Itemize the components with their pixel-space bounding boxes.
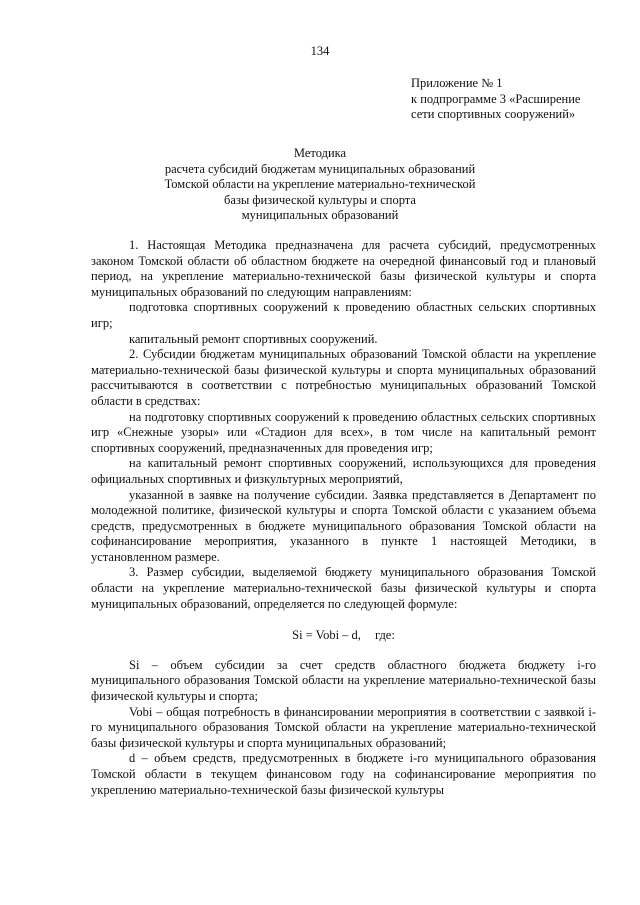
formula-suffix: где: xyxy=(374,628,395,643)
title-line-5: муниципальных образований xyxy=(241,208,399,223)
appendix-line-1: Приложение № 1 xyxy=(411,76,503,90)
paragraph-1: 1. Настоящая Методика предназначена для расчета субсидий, предусмотренных законом Томской области об областном бюджете на очередной финансовый год и плановый период, на укрепление материально-технической базы физической культуры и спорта муниципальных образований по следующим направлениям: xyxy=(91,238,596,299)
title-line-1: Методика xyxy=(293,146,347,160)
paragraph-7: указанной в заявке на получение субсидии. Заявка представляется в Департамент по молодежной политике, физической культуры и спорта Томской области с указанием объема средств, предусмотренных в бюджете муниципального образования Томской области на софинансирование мероприятия, указанного в пункте 1 настоящей Методики, в установленном размере. xyxy=(91,487,596,564)
document-title xyxy=(0,146,640,224)
title-line-2: расчета субсидий бюджетам муниципальных образований xyxy=(164,161,476,176)
paragraph-8: 3. Размер субсидии, выделяемой бюджету муниципального образования Томской области на укрепление материально-технической базы физической культуры и спорта муниципальных образований, определяется по следующей формуле: xyxy=(91,565,596,611)
appendix-header xyxy=(411,76,580,123)
appendix-line-3: сети спортивных сооружений» xyxy=(411,107,576,121)
document-body xyxy=(91,238,596,798)
formula xyxy=(91,628,596,644)
paragraph-4: 2. Субсидии бюджетам муниципальных образований Томской области на укрепление материально-технической базы физической культуры и спорта муниципальных образований рассчитываются в соответствии с потребностью муниципальных образований Томской области в средствах: xyxy=(91,347,596,408)
paragraph-9: Si – объем субсидии за счет средств областного бюджета бюджету i-го муниципального образования Томской области на укрепление материально-технической базы физической культуры и спорта; xyxy=(91,657,596,704)
paragraph-3: капитальный ремонт спортивных сооружений. xyxy=(129,331,378,346)
title-line-4: базы физической культуры и спорта xyxy=(224,192,416,207)
paragraph-11: d – объем средств, предусмотренных в бюджете i-го муниципального образования Томской области в текущем финансовом году на софинансирование мероприятия по укреплению материально-технической базы физической культуры xyxy=(91,751,596,797)
paragraph-5: на подготовку спортивных сооружений к проведению областных сельских спортивных игр «Снежные узоры» или «Стадион для всех», в том числе на капитальный ремонт спортивных сооружений, предназначенных для проведения игр; xyxy=(91,409,596,455)
formula-expression: Si = Vobi – d, xyxy=(292,628,361,643)
paragraph-2: подготовка спортивных сооружений к проведению областных сельских спортивных игр; xyxy=(91,300,596,330)
paragraph-10: Vobi – общая потребность в финансировании мероприятия в соответствии с заявкой i-го муниципального образования Томской области на укрепление материально-технической базы физической культуры и спорта муниципальных образований; xyxy=(91,704,596,750)
title-line-3: Томской области на укрепление материально-технической xyxy=(164,177,476,192)
paragraph-6: на капитальный ремонт спортивных сооружений, использующихся для проведения официальных спортивных и физкультурных мероприятий, xyxy=(91,456,596,486)
appendix-line-2: к подпрограмме 3 «Расширение xyxy=(411,91,581,106)
page-number: 134 xyxy=(310,44,330,58)
